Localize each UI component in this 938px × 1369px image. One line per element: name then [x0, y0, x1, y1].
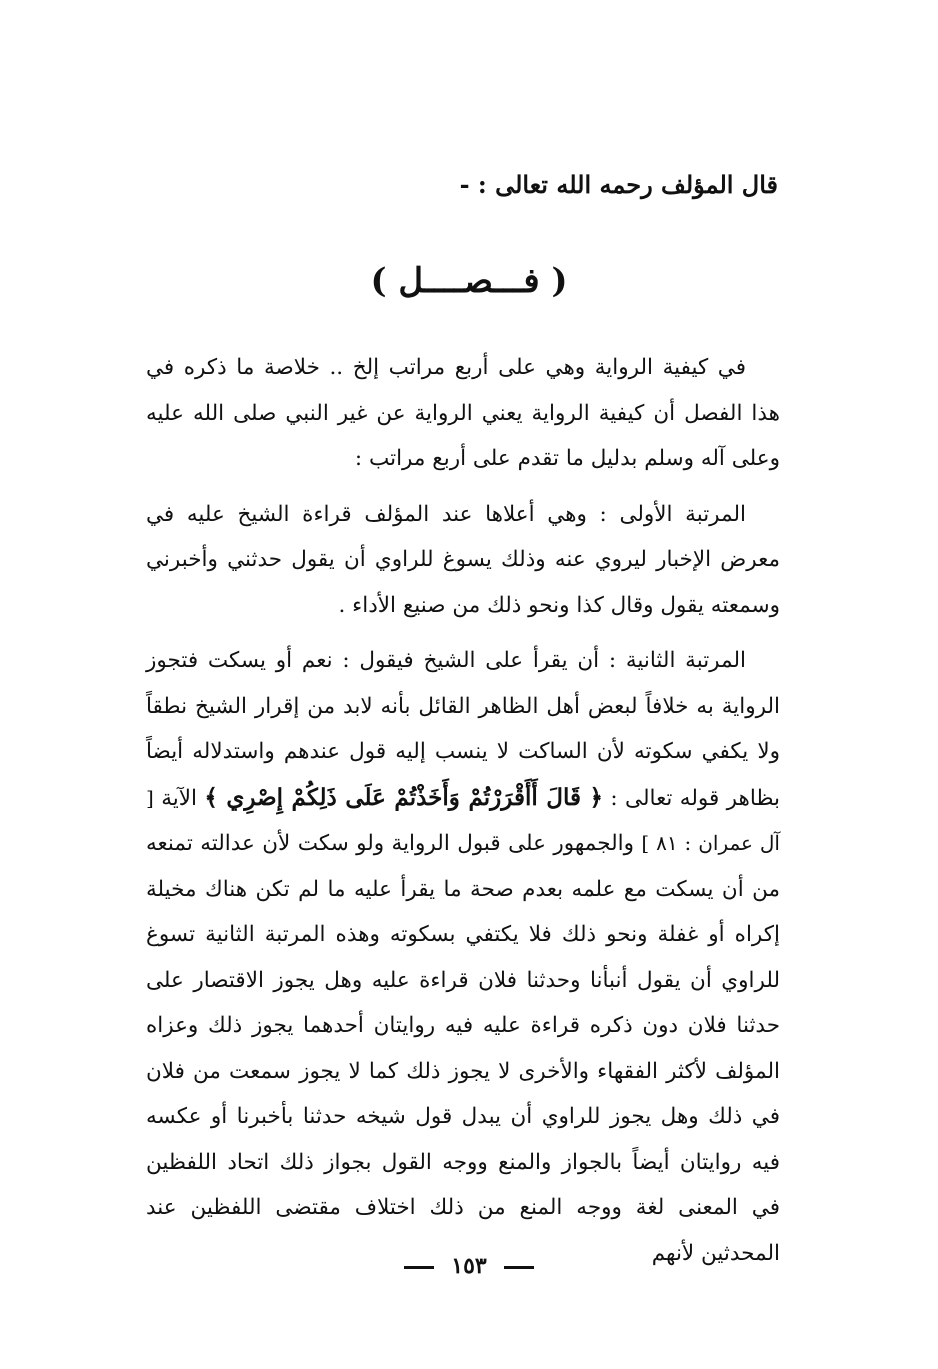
- section-title: ( فـــصــــل ): [370, 261, 568, 301]
- page-number-dash-left: [404, 1266, 434, 1269]
- verse-reference: [ آل عمران : ٨١ ]: [146, 785, 780, 855]
- page-number-footer: [0, 1248, 938, 1284]
- paragraph-second-rank-text-start: المرتبة الثانية : أن يقرأ على الشيخ فيقول : نعم أو يسكت فتجوز الرواية به خلافاً لبعض أهل الظاهر القائل بأنه لابد من إقرار الشيخ نطقاً ولا يكفي سكوته لأن الساكت لا ينسب إليه قول عندهم واستدلاله أيضاً بظاهر قوله تعالى :: [146, 648, 781, 811]
- page-number: ١٥٣: [451, 1253, 487, 1279]
- paragraph-second-rank: [146, 638, 780, 1276]
- verse-label: الآية: [161, 785, 197, 811]
- paragraph-first-rank: المرتبة الأولى : وهي أعلاها عند المؤلف قراءة الشيخ عليه في معرض الإخبار ليروي عنه وذلك يسوغ للراوي أن يقول حدثني وأخبرني وسمعته يقول وقال كذا ونحو ذلك من صنيع الأداء .: [146, 501, 780, 618]
- quranic-verse: ﴿ قَالَ أَأَقْرَرْتُمْ وَأَخَذْتُمْ عَلَى ذَلِكُمْ إِصْرِي ﴾: [204, 783, 604, 811]
- paragraph-intro: في كيفية الرواية وهي على أربع مراتب إلخ .. خلاصة ما ذكره في هذا الفصل أن كيفية الرواية يعني الرواية عن غير النبي صلى الله عليه وعلى آله وسلم بدليل ما تقدم على أربع مراتب :: [146, 355, 780, 471]
- body-text: [146, 345, 780, 1276]
- author-intro-heading: قال المؤلف رحمه الله تعالى : -: [459, 170, 778, 199]
- paragraph-second-rank-text-end: والجمهور على قبول الرواية ولو سكت لأن عدالته تمنعه من أن يسكت مع علمه بعدم صحة ما يقرأ عليه ما لم تكن هناك مخيلة إكراه أو غفلة ونحو ذلك فلا يكتفي بسكوته وهذه المرتبة الثانية تسوغ للراوي أن يقول أنبأنا وحدثنا فلان قراءة عليه وهل يجوز الاقتصار على حدثنا فلان دون ذكره قراءة عليه فيه روايتان أحدهما يجوز ذلك وعزاه المؤلف لأكثر الفقهاء والأخرى لا يجوز ذلك كما لا يجوز سمعت من فلان في ذلك وهل يجوز للراوي أن يبدل قول شيخه حدثنا بأخبرنا أو عكسه فيه روايتان أيضاً بالجواز والمنع ووجه القول بجواز ذلك اتحاد اللفظين في المعنى لغة ووجه المنع من ذلك اختلاف مقتضى اللفظين عند المحدثين لأنهم: [146, 831, 780, 1266]
- page-number-dash-right: [504, 1266, 534, 1269]
